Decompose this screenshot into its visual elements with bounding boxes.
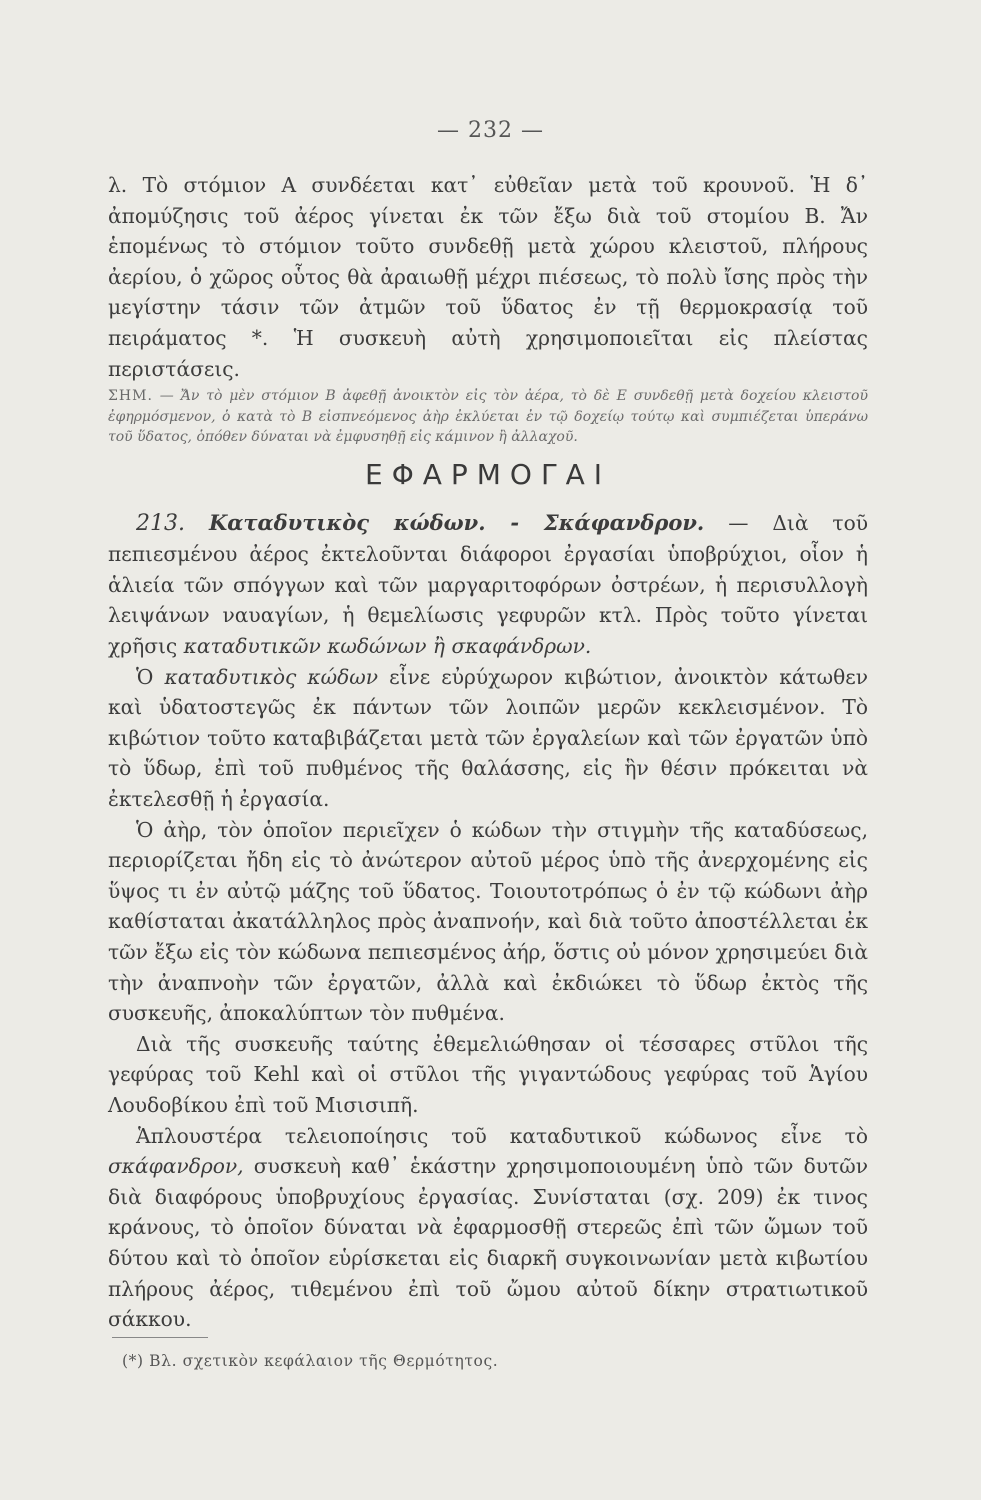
footnote: (*) Βλ. σχετικὸν κεφάλαιον τῆς Θερμότητος. (122, 1352, 499, 1370)
section-title: Καταδυτικὸς κώδων. - Σκάφανδρον. (208, 509, 705, 535)
paragraph-3 (108, 662, 868, 815)
note-text: — Ἄν τὸ μὲν στόμιον Β ἀφεθῇ ἀνοικτὸν εἰς τὸν ἀέρα, τὸ δὲ Ε συνδεθῇ μετὰ δοχείου κλειστοῦ ἐφηρμόσμενον, ὁ κατὰ τὸ Β εἰσπνεόμενος ἀὴρ ἐκλύεται ἐν τῷ δοχείῳ τούτῳ καὶ συμπιέζεται ὑπεράνω τοῦ ὕδατος, ὁπόθεν δύναται νὰ ἐμφυσηθῇ εἰς κάμινον ἢ ἀλλαχοῦ. (108, 388, 868, 446)
paragraph-6-italic: σκάφανδρον, (108, 1154, 244, 1179)
section-number: 213. (136, 510, 185, 536)
note-paragraph (108, 386, 868, 448)
footnote-divider (112, 1337, 208, 1338)
paragraph-5: Διὰ τῆς συσκευῆς ταύτης ἐθεμελιώθησαν οἱ τέσσαρες στῦλοι τῆς γεφύρας τοῦ Kehl καὶ οἱ στῦλοι τῆς γιγαντώδους γεφύρας τοῦ Ἁγίου Λουδοβίκου ἐπὶ τοῦ Μισισιπῆ. (108, 1031, 868, 1117)
paragraph-3-text: εἶνε εὐρύχωρον κιβώτιον, ἀνοικτὸν κάτωθεν καὶ ὑδατοστεγῶς ἐκ πάντων τῶν λοιπῶν μερῶν κεκλεισμένον. Τὸ κιβώτιον τοῦτο καταβιβάζεται μετὰ τῶν ἐργαλείων καὶ τῶν ἐργατῶν ὑπὸ τὸ ὕδωρ, ἐπὶ τοῦ πυθμένος τῆς θαλάσσης, εἰς ἣν θέσιν πρόκειται νὰ ἐκτελεσθῇ ἡ ἐργασία. (108, 664, 868, 811)
paragraph-6-start: Ἁπλουστέρα τελειοποίησις τοῦ καταδυτικοῦ κώδωνος εἶνε τὸ (136, 1123, 868, 1148)
page-number: — 232 — (437, 118, 544, 143)
paragraph-6-text: συσκευὴ καθ᾽ ἑκάστην χρησιμοποιουμένη ὑπὸ τῶν δυτῶν διὰ διαφόρους ὑποβρυχίους ἐργασίας. Συνίσταται (σχ. 209) ἐκ τινος κράνους, τὸ ὁποῖον δύναται νὰ ἐφαρμοσθῇ στερεῶς ἐπὶ τῶν ὤμων τοῦ δύτου καὶ τὸ ὁποῖον εὑρίσκεται εἰς διαρκῆ συγκοινωνίαν μετὰ κιβωτίου πλήρους ἀέρος, τιθεμένου ἐπὶ τοῦ ὤμου αὐτοῦ δίκην στρατιωτικοῦ σάκκου. (108, 1154, 868, 1332)
note-label: ΣΗΜ. (108, 388, 153, 405)
paragraph-2 (108, 508, 868, 662)
paragraph-4: Ὁ ἀὴρ, τὸν ὁποῖον περιεῖχεν ὁ κώδων τὴν στιγμὴν τῆς καταδύσεως, περιορίζεται ἤδη εἰς τὸ ἀνώτερον αὐτοῦ μέρος ὑπὸ τῆς ἀνερχομένης εἰς ὕψος τι ἐν αὐτῷ μάζης τοῦ ὕδατος. Τοιουτοτρόπως ὁ ἐν τῷ κώδωνι ἀὴρ καθίσταται ἀκατάλληλος πρὸς ἀναπνοήν, καὶ διὰ τοῦτο ἀποστέλλεται ἐκ τῶν ἔξω εἰς τὸν κώδωνα πεπιεσμένος ἀήρ, ὅστις οὐ μόνον χρησιμεύει διὰ τὴν ἀναπνοὴν τῶν ἐργατῶν, ἀλλὰ καὶ ἐκδιώκει τὸ ὕδωρ ἐκτὸς τῆς συσκευῆς, ἀποκαλύπτων τὸν πυθμένα. (108, 817, 868, 1026)
paragraph-3-italic: καταδυτικὸς κώδων (164, 664, 379, 689)
paragraph-1: λ. Τὸ στόμιον Α συνδέεται κατ᾽ εὐθεῖαν μετὰ τοῦ κρουνοῦ. Ἡ δ᾽ ἀπομύζησις τοῦ ἀέρος γίνεται ἐκ τῶν ἔξω διὰ τοῦ στομίου Β. Ἄν ἑπομένως τὸ στόμιον τοῦτο συνδεθῇ μετὰ χώρου κλειστοῦ, πλήρους ἀερίου, ὁ χῶρος οὗτος θὰ ἀραιωθῇ μέχρι πιέσεως, τὸ πολὺ ἴσης πρὸς τὴν μεγίστην τάσιν τῶν ἀτμῶν τοῦ ὕδατος ἐν τῇ θερμοκρασίᾳ τοῦ πειράματος *. Ἡ συσκευὴ αὐτὴ χρησιμοποιεῖται εἰς πλείστας περιστάσεις. (108, 173, 868, 381)
paragraph-3-start: Ὁ (136, 664, 154, 689)
section-heading: ΕΦΑΡΜΟΓΑΙ (365, 457, 611, 491)
body-text (108, 170, 868, 1335)
paragraph-2-text: — Διὰ τοῦ πεπιεσμένου ἀέρος ἐκτελοῦνται διάφοροι ἐργασίαι ὑποβρύχιοι, οἷον ἡ ἁλιεία τῶν σπόγγων καὶ τῶν μαργαριτοφόρων ὀστρέων, ἡ περισυλλογὴ λειψάνων ναυαγίων, ἡ θεμελίωσις γεφυρῶν κτλ. Πρὸς τοῦτο γίνεται χρῆσις (108, 510, 869, 659)
paragraph-2-italic: καταδυτικῶν κωδώνων ἢ σκαφάνδρων. (183, 634, 592, 659)
paragraph-6 (108, 1121, 868, 1335)
